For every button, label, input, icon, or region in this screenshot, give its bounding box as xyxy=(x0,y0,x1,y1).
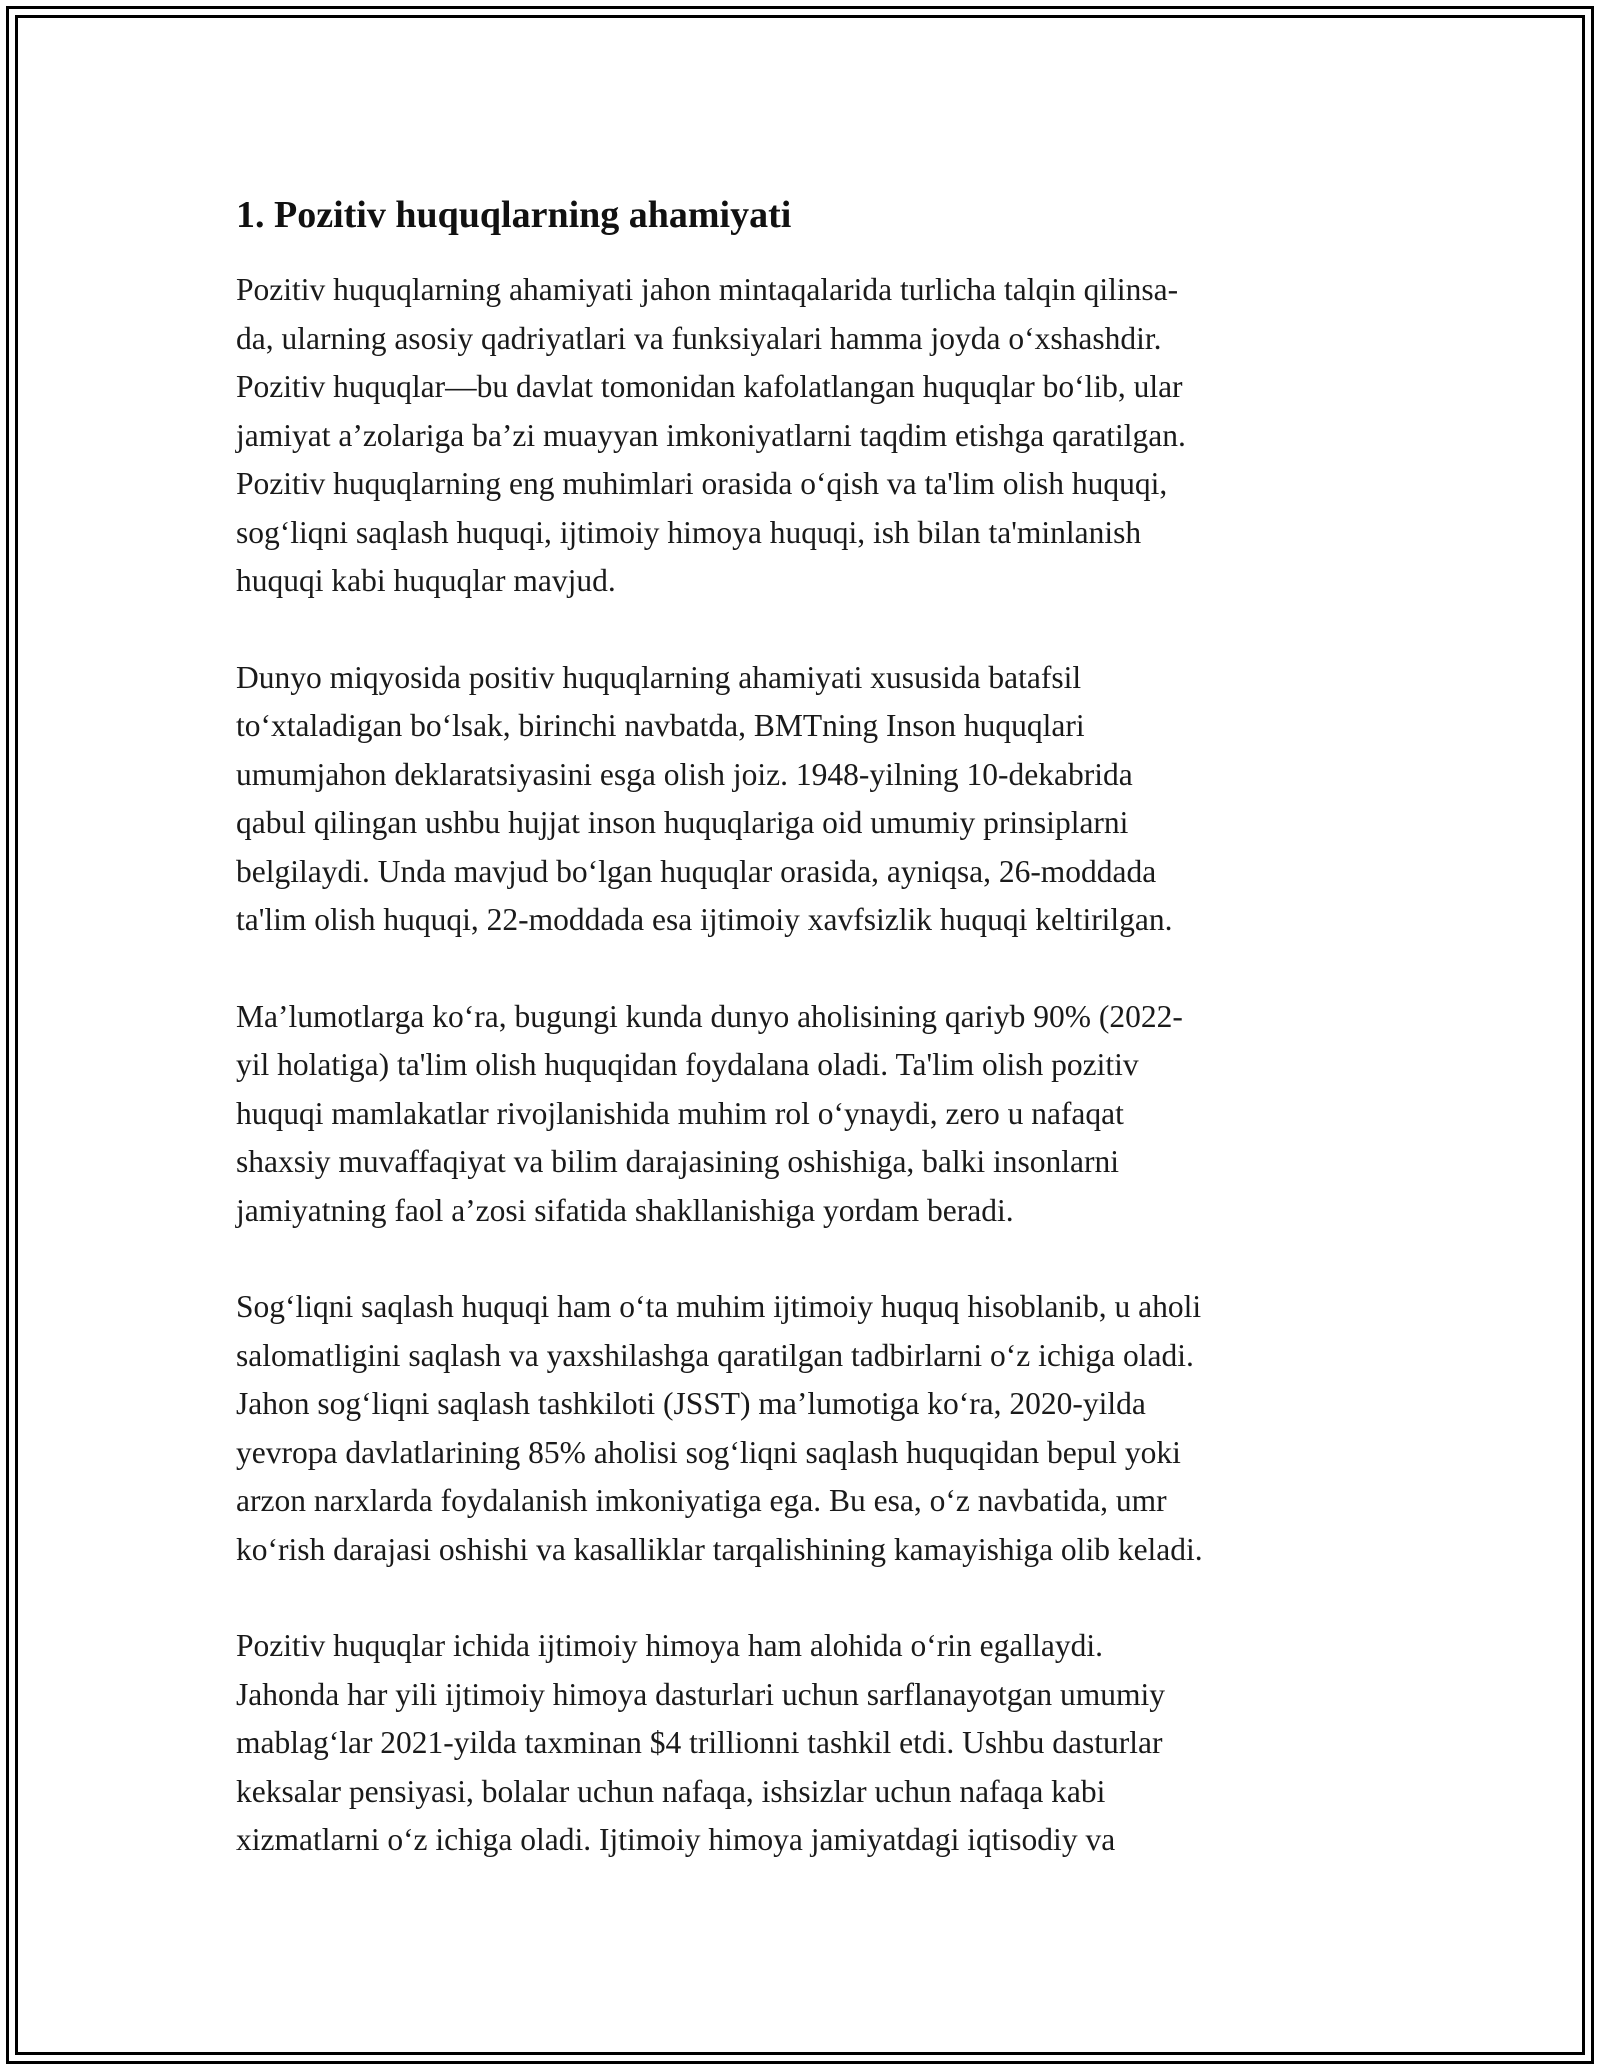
paragraph-4: Sog‘liqni saqlash huquqi ham o‘ta muhim ijtimoiy huquq hisoblanib, u aholi salomatligini saqlash va yaxshilashga qaratilgan tadbirlarni o‘z ichiga oladi. Jahon sog‘liqni saqlash tashkiloti (JSST) ma’lumotiga ko‘ra, 2020-yilda yevropa davlatlarining 85% aholisi sog‘liqni saqlash huquqidan bepul yoki arzon narxlarda foydalanish imkoniyatiga ega. Bu esa, o‘z navbatida, umr ko‘rish darajasi oshishi va kasalliklar tarqalishining kamayishiga olib keladi. xyxy=(236,1289,1203,1567)
paragraph-2: Dunyo miqyosida positiv huquqlarning ahamiyati xususida batafsil to‘xtaladigan bo‘lsak, birinchi navbatda, BMTning Inson huquqlari umumjahon deklaratsiyasini esga olish joiz. 1948-yilning 10-dekabrida qabul qilingan ushbu hujjat inson huquqlariga oid umumiy prinsiplarni belgilaydi. Unda mavjud bo‘lgan huquqlar orasida, ayniqsa, 26-moddada ta'lim olish huquqi, 22-moddada esa ijtimoiy xavfsizlik huquqi keltirilgan. xyxy=(236,659,1173,937)
paragraph-1: Pozitiv huquqlarning ahamiyati jahon mintaqalarida turlicha talqin qilinsa- da, ularning asosiy qadriyatlari va funksiyalari hamma joyda o‘xshashdir. Pozitiv huquqlar—bu davlat tomonidan kafolatlangan huquqlar bo‘lib, ular jamiyat a’zolariga ba’zi muayyan imkoniyatlarni taqdim etishga qaratilgan. Pozitiv huquqlarning eng muhimlari orasida o‘qish va ta'lim olish huquqi, sog‘liqni saqlash huquqi, ijtimoiy himoya huquqi, ish bilan ta'minlanish huquqi kabi huquqlar mavjud. xyxy=(236,272,1186,598)
paragraph-3: Ma’lumotlarga ko‘ra, bugungi kunda dunyo aholisining qariyb 90% (2022- yil holatiga) ta'lim olish huquqidan foydalana oladi. Ta'lim olish pozitiv huquqi mamlakatlar rivojlanishida muhim rol o‘ynaydi, zero u nafaqat shaxsiy muvaffaqiyat va bilim darajasining oshishiga, balki insonlarni jamiyatning faol a’zosi sifatida shakllanishiga yordam beradi. xyxy=(236,998,1183,1228)
paragraph-5: Pozitiv huquqlar ichida ijtimoiy himoya ham alohida o‘rin egallaydi. Jahonda har yili ijtimoiy himoya dasturlari uchun sarflanayotgan umumiy mablag‘lar 2021-yilda taxminan $4 trillionni tashkil etdi. Ushbu dasturlar keksalar pensiyasi, bolalar uchun nafaqa, ishsizlar uchun nafaqa kabi xizmatlarni o‘z ichiga oladi. Ijtimoiy himoya jamiyatdagi iqtisodiy va xyxy=(236,1628,1166,1857)
document-body xyxy=(236,190,1376,1865)
section-heading: 1. Pozitiv huquqlarning ahamiyati xyxy=(236,194,792,236)
